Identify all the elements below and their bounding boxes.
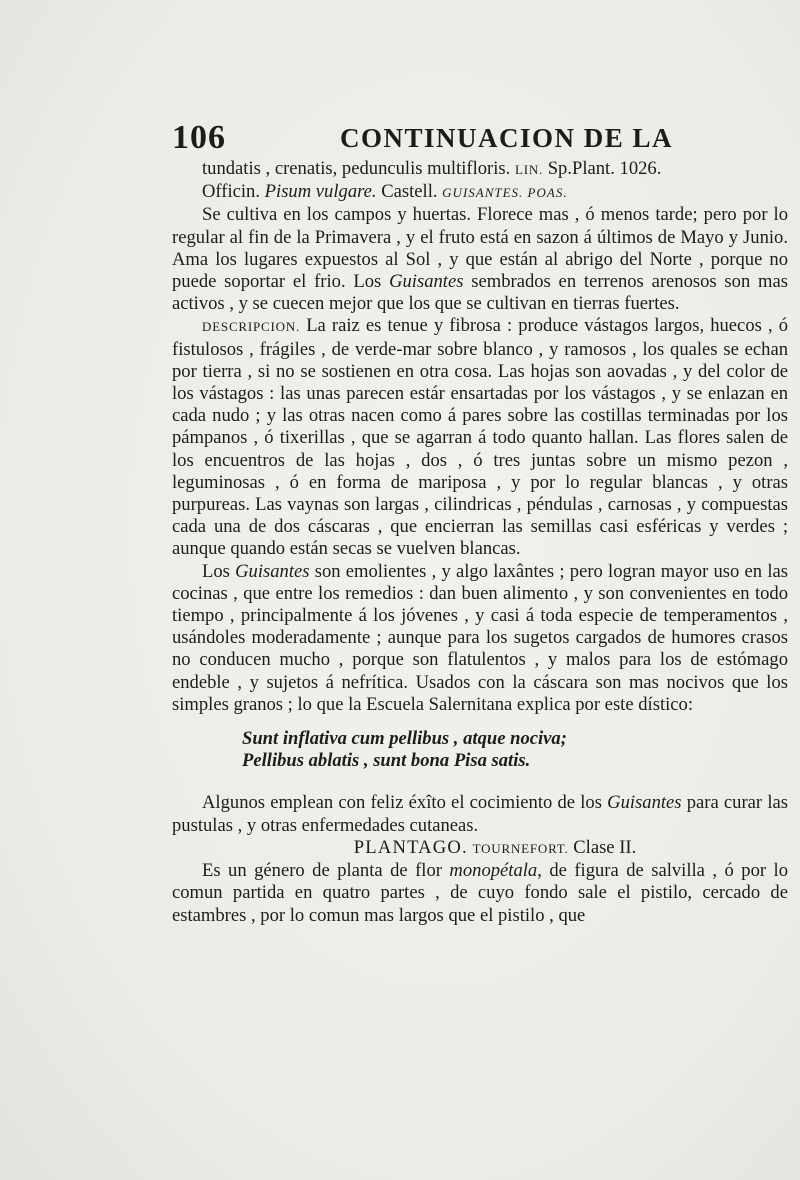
- paragraph-description: [172, 315, 788, 560]
- officin-label: Officin.: [202, 181, 261, 203]
- genus-heading: [172, 837, 788, 860]
- common-names: GUISANTES. POAS.: [442, 185, 568, 201]
- page-header: [172, 119, 732, 159]
- latin-distich: [172, 728, 788, 772]
- text-run: La raiz es tenue y fibrosa : produce vástagos largos, huecos , ó fistulosos , frágiles , de verde-mar sobre blanco , y ramosos , los quales se echan por tierra , si no se sostienen en otra cosa. Las hojas son aovadas , y del color de los vástagos : las unas parecen estár ensartadas por los vástagos , y se enlazan en cada nudo ; y las otras nacen como á pares sobre las costillas terminadas por los pámpanos , ó tixerillas , que se agarran á todo quanto hallan. Las flores salen de los encuentros de las hojas , dos , ó tres juntas sobre un mismo pezon , leguminosas , ó en forma de mariposa , y por lo regular blancas , y otras purpureas. Las vaynas son largas , cilindricas , péndulas , carnosas , y compuestas cada una de dos cáscaras , que encierran las semillas casi esféricas y verdes ; aunque quando están secas se vuelven blancas.: [172, 315, 788, 560]
- text-run: Algunos emplean con feliz éxîto el cocimiento de los: [202, 792, 602, 814]
- paragraph-remedy: [172, 792, 788, 836]
- text-run: Se cultiva en los campos y huertas. Florece mas , ó menos tarde; pero por lo regular al fin de la Primavera , y el fruto está en sazon á últimos de Mayo y Junio. Ama los lugares expuestos al Sol , y que están al abrigo del Norte , porque no puede soportar el frio. Los: [172, 204, 788, 293]
- text-run: tundatis , crenatis, pedunculis multifloris.: [202, 158, 511, 179]
- italic-term: monopétala: [449, 860, 538, 882]
- genus-class: Clase II.: [573, 836, 637, 858]
- text-run: para curar las pustulas , y otras enfermedades cutaneas.: [172, 792, 788, 836]
- paragraph-cultivation: [172, 204, 788, 315]
- italic-term: Guisantes: [235, 560, 310, 582]
- paragraph-genus-description: [172, 860, 788, 927]
- text-run: sembrados en terrenos arenosos son mas activos , y se cuecen mejor que los que se cultivan en tierras fuertes.: [172, 271, 788, 315]
- author-name: Castell.: [381, 181, 438, 203]
- author-abbreviation: LIN.: [514, 162, 544, 177]
- italic-term: Guisantes: [389, 271, 464, 293]
- latin-name: Pisum vulgare.: [264, 181, 377, 203]
- verse-line-1: Sunt inflativa cum pellibus , atque nociva;: [242, 728, 567, 750]
- reference: Sp.Plant. 1026.: [547, 158, 662, 179]
- paragraph-officinal-name: [172, 181, 788, 204]
- spacer: [172, 772, 788, 792]
- text-run: son emolientes , y algo laxântes ; pero logran mayor uso en las cocinas , que entre los remedios : dan buen alimento , y son convenientes en todo tiempo , principalmente á los jóvenes , y casi á toda especie de temperamentos , usándoles moderadamente ; aunque para los sugetos cargados de humores crasos no conducen mucho , porque son flatulentos , y malos para los de estómago endeble , y sujetos á nefrítica. Usados con la cáscara son mas nocivos que los simples granos ; lo que la Escuela Salernitana explica por este dístico:: [172, 560, 788, 715]
- text-run: Es un género de planta de flor: [202, 860, 442, 882]
- running-title: CONTINUACION DE LA: [340, 123, 674, 153]
- paragraph-uses: [172, 561, 788, 716]
- page-body: [172, 158, 788, 927]
- text-run: , de figura de salvilla , ó por lo comun partida en quatro partes , de cuyo fondo sale el pistilo, cercado de estambres , por lo comun mas largos que el pistilo , que: [172, 860, 788, 926]
- page-number: 106: [172, 119, 226, 156]
- text-run: Los: [202, 560, 230, 582]
- genus-author: TOURNEFORT.: [472, 840, 569, 856]
- verse-line-2: Pellibus ablatis , sunt bona Pisa satis.: [242, 750, 531, 772]
- paragraph-continuation: [172, 158, 788, 181]
- genus-name: PLANTAGO.: [353, 836, 468, 858]
- section-label: DESCRIPCION.: [202, 319, 301, 335]
- italic-term: Guisantes: [607, 792, 682, 814]
